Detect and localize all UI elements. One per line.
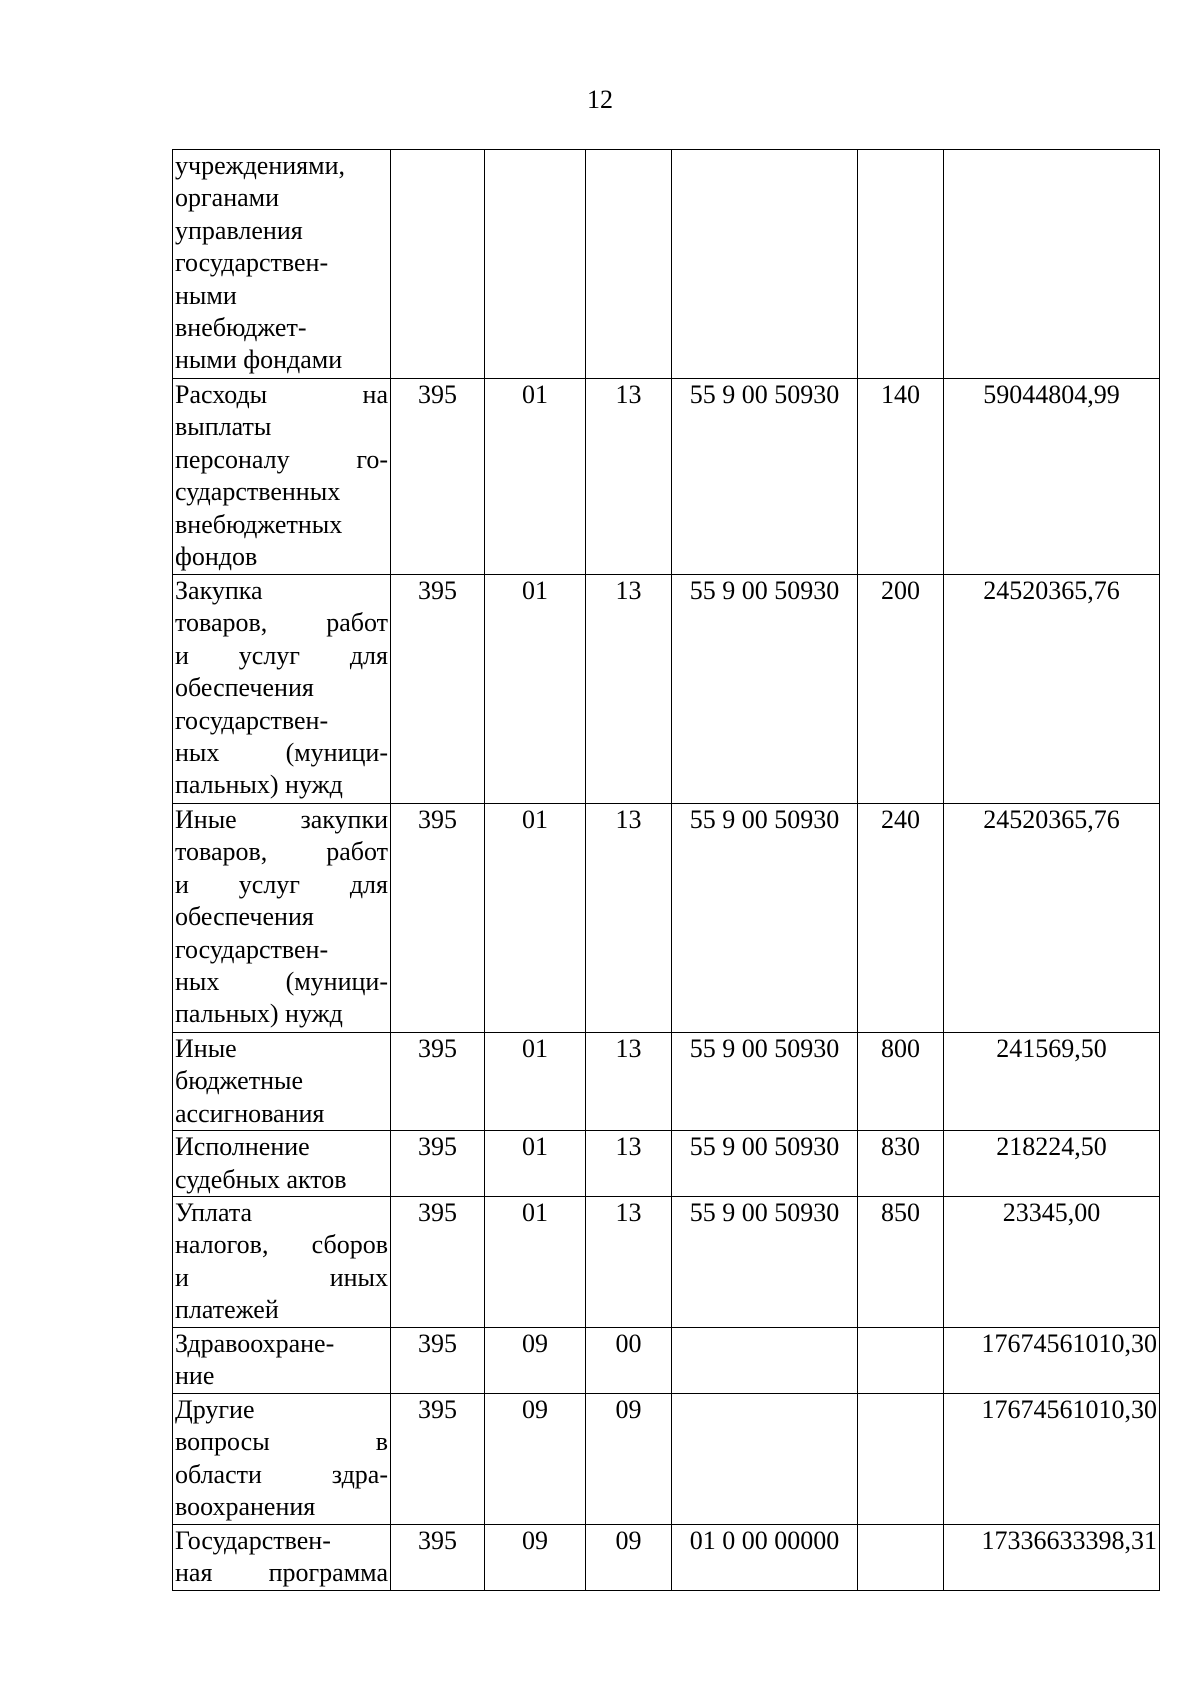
expense-name-line: управления — [175, 215, 303, 245]
table-row — [173, 1197, 1160, 1328]
expense-name-line: платежей — [175, 1295, 279, 1325]
subsection-cell: 13 — [586, 804, 672, 1033]
expense-name-line: налогов, сборов — [175, 1230, 388, 1260]
expense-name-line: вопросы в — [175, 1427, 388, 1457]
table-row — [173, 150, 1160, 379]
section-cell: 09 — [485, 1393, 586, 1524]
expense-name-cell — [173, 575, 391, 804]
amount-cell: 241569,50 — [944, 1033, 1160, 1131]
expense-type-cell: 830 — [858, 1131, 944, 1197]
subsection-cell: 13 — [586, 1131, 672, 1197]
grbs-cell: 395 — [391, 1524, 485, 1590]
expense-name-cell — [173, 379, 391, 575]
table-row — [173, 1393, 1160, 1524]
expense-type-cell — [858, 150, 944, 379]
expense-name-cell — [173, 1033, 391, 1131]
expense-name-line: области здра- — [175, 1459, 388, 1489]
expense-name-line: Закупка — [175, 576, 263, 605]
expense-name-line: внебюджетных — [175, 509, 343, 539]
expense-name-line: органами — [175, 183, 280, 213]
expense-name-cell — [173, 1328, 391, 1394]
expense-name-line: и услуг для — [175, 869, 388, 899]
expense-name-line: учреждениями, — [175, 151, 346, 180]
amount-cell: 17674561010,30 — [944, 1328, 1160, 1394]
expense-name-line: обеспечения — [175, 902, 314, 932]
expense-type-cell — [858, 1524, 944, 1590]
grbs-cell: 395 — [391, 1131, 485, 1197]
expense-name-line: ных (муници- — [175, 738, 388, 768]
grbs-cell: 395 — [391, 1033, 485, 1131]
table-row — [173, 575, 1160, 804]
expense-name-line: Другие — [175, 1394, 255, 1424]
expense-name-line: выплаты — [175, 412, 272, 442]
section-cell: 09 — [485, 1328, 586, 1394]
target-article-cell: 55 9 00 50930 — [672, 804, 858, 1033]
subsection-cell: 13 — [586, 379, 672, 575]
expense-name-cell — [173, 1197, 391, 1328]
expense-name-line: воохранения — [175, 1492, 316, 1522]
expense-name-line: ная программа — [175, 1558, 388, 1588]
subsection-cell: 09 — [586, 1524, 672, 1590]
expense-name-line: судебных актов — [175, 1164, 347, 1194]
expense-name-line: сударственных — [175, 477, 341, 507]
amount-cell: 23345,00 — [944, 1197, 1160, 1328]
section-cell: 01 — [485, 1131, 586, 1197]
grbs-cell: 395 — [391, 379, 485, 575]
expense-name-line: товаров, работ — [175, 837, 388, 867]
table-row — [173, 1033, 1160, 1131]
expense-name-line: Расходы на — [175, 380, 388, 409]
expense-name-line: Иные закупки — [175, 805, 388, 834]
table-row — [173, 1131, 1160, 1197]
expense-name-line: ными фондами — [175, 345, 343, 375]
budget-table — [172, 149, 1160, 1591]
expense-name-cell — [173, 1131, 391, 1197]
expense-type-cell: 240 — [858, 804, 944, 1033]
table-row — [173, 379, 1160, 575]
subsection-cell: 13 — [586, 575, 672, 804]
expense-type-cell: 140 — [858, 379, 944, 575]
target-article-cell: 55 9 00 50930 — [672, 575, 858, 804]
amount-cell: 24520365,76 — [944, 575, 1160, 804]
subsection-cell: 00 — [586, 1328, 672, 1394]
expense-name-line: государствен- — [175, 248, 329, 278]
expense-type-cell — [858, 1328, 944, 1394]
expense-type-cell: 800 — [858, 1033, 944, 1131]
target-article-cell: 55 9 00 50930 — [672, 1131, 858, 1197]
expense-type-cell: 850 — [858, 1197, 944, 1328]
expense-type-cell: 200 — [858, 575, 944, 804]
expense-name-cell — [173, 150, 391, 379]
subsection-cell — [586, 150, 672, 379]
section-cell: 01 — [485, 1197, 586, 1328]
target-article-cell: 55 9 00 50930 — [672, 1033, 858, 1131]
expense-name-line: государствен- — [175, 705, 329, 735]
expense-name-line: Уплата — [175, 1198, 253, 1228]
expense-name-line: внебюджет- — [175, 313, 307, 343]
expense-type-cell — [858, 1393, 944, 1524]
expense-name-line: ассигнования — [175, 1098, 325, 1128]
target-article-cell: 01 0 00 00000 — [672, 1524, 858, 1590]
subsection-cell: 13 — [586, 1033, 672, 1131]
grbs-cell: 395 — [391, 1197, 485, 1328]
expense-name-line: фондов — [175, 542, 258, 572]
subsection-cell: 09 — [586, 1393, 672, 1524]
expense-name-line: персоналу го- — [175, 444, 388, 474]
grbs-cell: 395 — [391, 804, 485, 1033]
expense-name-line: обеспечения — [175, 673, 314, 703]
target-article-cell: 55 9 00 50930 — [672, 1197, 858, 1328]
target-article-cell — [672, 150, 858, 379]
target-article-cell — [672, 1328, 858, 1394]
section-cell: 01 — [485, 575, 586, 804]
grbs-cell — [391, 150, 485, 379]
target-article-cell — [672, 1393, 858, 1524]
expense-name-line: пальных) нужд — [175, 999, 343, 1029]
page-number: 12 — [587, 85, 613, 114]
expense-name-line: ными — [175, 280, 237, 310]
amount-cell: 17336633398,31 — [944, 1524, 1160, 1590]
table-row — [173, 1524, 1160, 1590]
amount-cell: 218224,50 — [944, 1131, 1160, 1197]
expense-name-line: пальных) нужд — [175, 770, 343, 800]
expense-name-line: Иные — [175, 1034, 237, 1063]
table-body — [173, 150, 1160, 1591]
grbs-cell: 395 — [391, 575, 485, 804]
subsection-cell: 13 — [586, 1197, 672, 1328]
expense-name-cell — [173, 804, 391, 1033]
amount-cell: 59044804,99 — [944, 379, 1160, 575]
table-row — [173, 1328, 1160, 1394]
expense-name-line: ние — [175, 1361, 215, 1391]
amount-cell: 24520365,76 — [944, 804, 1160, 1033]
amount-cell: 17674561010,30 — [944, 1393, 1160, 1524]
expense-name-line: Государствен- — [175, 1525, 331, 1555]
target-article-cell: 55 9 00 50930 — [672, 379, 858, 575]
expense-name-cell — [173, 1393, 391, 1524]
expense-name-line: Исполнение — [175, 1132, 310, 1162]
table-row — [173, 804, 1160, 1033]
section-cell: 09 — [485, 1524, 586, 1590]
expense-name-line: Здравоохране- — [175, 1329, 335, 1359]
amount-cell — [944, 150, 1160, 379]
grbs-cell: 395 — [391, 1328, 485, 1394]
section-cell: 01 — [485, 379, 586, 575]
expense-name-line: товаров, работ — [175, 608, 388, 638]
expense-name-line: ных (муници- — [175, 967, 388, 997]
section-cell — [485, 150, 586, 379]
grbs-cell: 395 — [391, 1393, 485, 1524]
expense-name-cell — [173, 1524, 391, 1590]
expense-name-line: бюджетные — [175, 1066, 304, 1096]
expense-name-line: и услуг для — [175, 640, 388, 670]
expense-name-line: и иных — [175, 1262, 388, 1292]
section-cell: 01 — [485, 1033, 586, 1131]
section-cell: 01 — [485, 804, 586, 1033]
expense-name-line: государствен- — [175, 934, 329, 964]
